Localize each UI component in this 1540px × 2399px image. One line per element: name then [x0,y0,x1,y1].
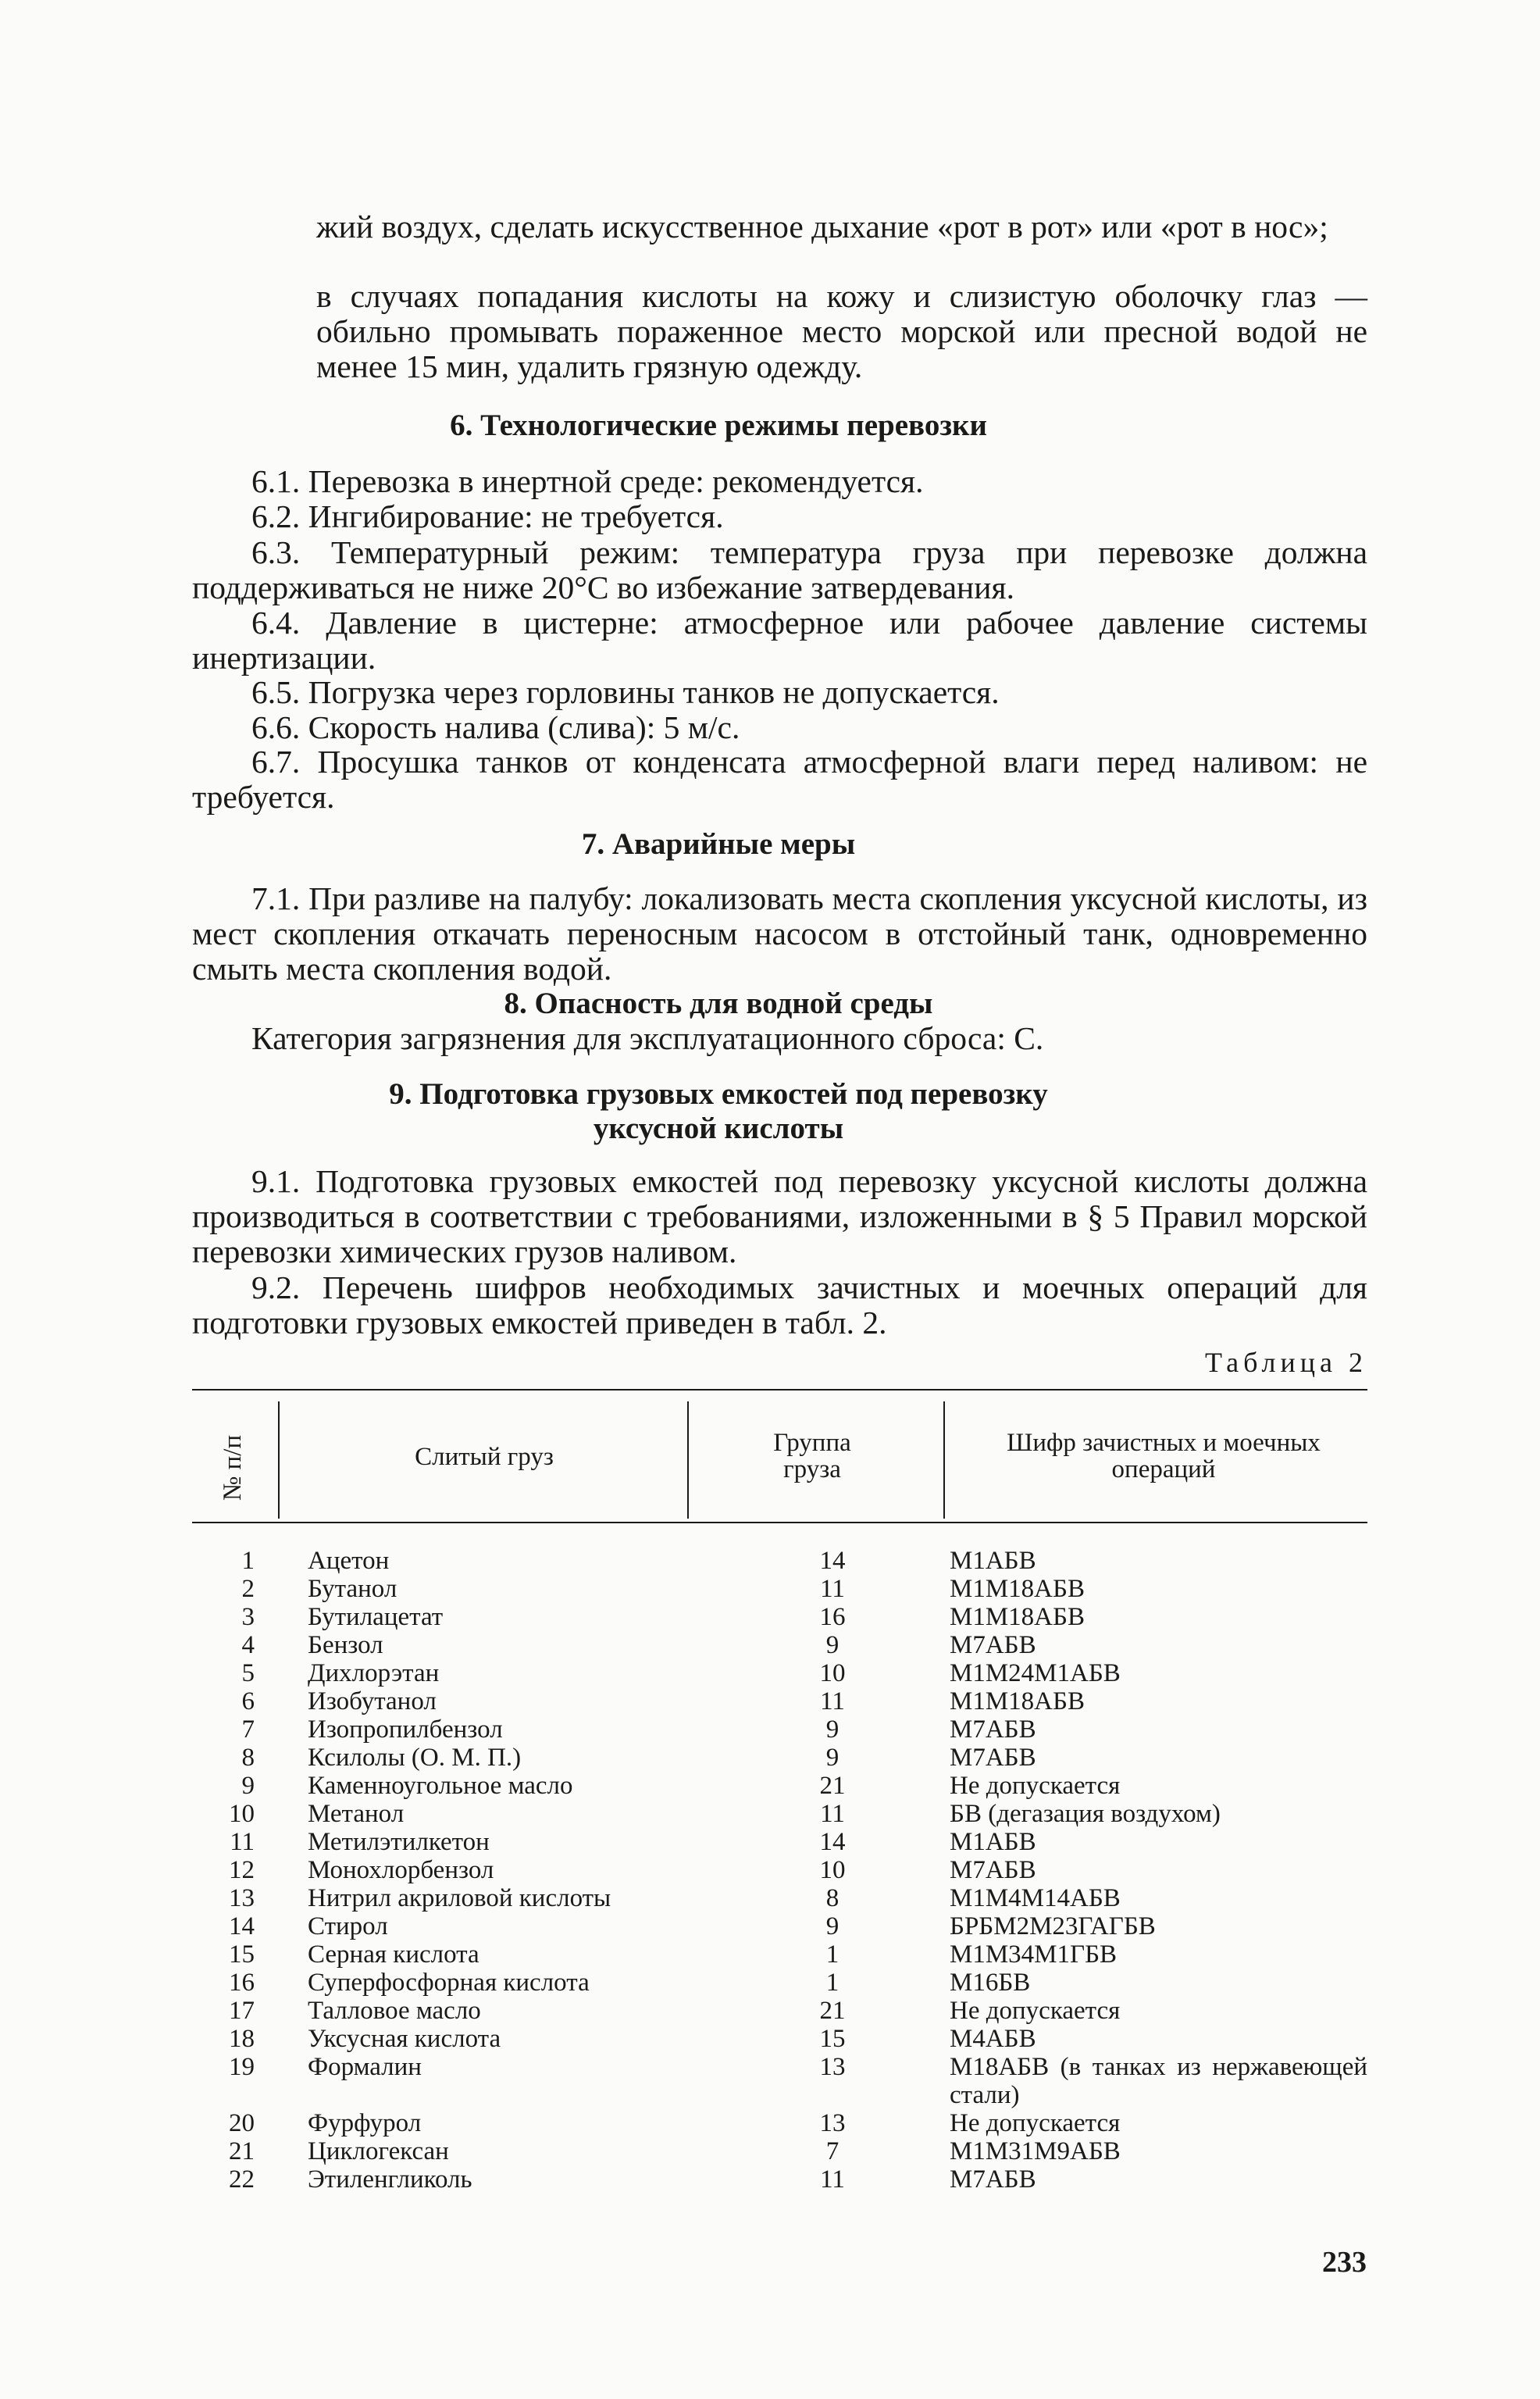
section-9-paragraph-2: 9.2. Перечень шифров необходимых зачистных и моечных операций для подготовки грузовых емкостей приведен в табл. 2. [192,1269,1367,1341]
table-row [192,1828,1367,1856]
row-group: 21 [819,1772,846,1800]
section-8-title: 8. Опасность для водной среды [504,987,933,1020]
table-column-divider [687,1401,689,1519]
row-number: 8 [241,1744,255,1772]
row-number: 16 [229,1969,255,1997]
row-cargo: Этиленгликоль [308,2165,472,2194]
row-group: 11 [820,1687,845,1715]
page-number: 233 [1322,2246,1367,2279]
row-code: М1АБВ [950,1547,1036,1575]
table-row [192,1575,1367,1603]
section-9-paragraph-1: 9.1. Подготовка грузовых емкостей под перевозку уксусной кислоты должна производиться в соответствии с требованиями, изложенными в § 5 Правил морской перевозки химических грузов наливом. [192,1163,1367,1269]
row-group: 14 [819,1828,846,1856]
row-cargo: Серная кислота [308,1940,479,1969]
row-cargo: Уксусная кислота [308,2025,501,2053]
row-cargo: Циклогексан [308,2137,449,2165]
row-number: 13 [229,1884,255,1912]
row-group: 8 [825,1884,840,1912]
row-group: 15 [819,2025,846,2053]
row-number: 21 [229,2137,255,2165]
row-cargo: Нитрил акриловой кислоты [308,1884,611,1912]
row-code: М1М4М14АБВ [950,1884,1121,1912]
row-number: 3 [241,1603,255,1631]
row-code: М7АБВ [950,1631,1036,1659]
section-7-text: 7.1. При разливе на палубу: локализовать места скопления уксусной кислоты, из мест скопления откачать переносным насосом в отстойный танк, одновременно смыть места скопления водой. [192,880,1367,987]
table-row [192,2109,1367,2137]
row-cargo: Изобутанол [308,1687,437,1715]
row-code: БРБМ2М23ГАГБВ [950,1912,1156,1940]
row-group: 11 [820,1575,845,1603]
table-row [192,1912,1367,1940]
section-6-item: 6.4. Давление в цистерне: атмосферное или рабочее давление системы инертизации. [192,605,1367,676]
row-code: Не допускается [950,1997,1121,2025]
table-row [192,1969,1367,1997]
row-group: 10 [819,1659,846,1687]
row-code: М1М24М1АБВ [950,1659,1121,1687]
table-row [192,1715,1367,1744]
section-7-title: 7. Аварийные меры [581,827,856,861]
row-cargo: Ксилолы (О. М. П.) [308,1744,522,1772]
section-9-title-line-2: уксусной кислоты [593,1112,844,1145]
row-group: 1 [825,1969,840,1997]
row-code: Не допускается [950,1772,1121,1800]
table-row [192,2025,1367,2053]
header-number: № п/п [219,1434,247,1501]
table-row [192,1884,1367,1912]
row-number: 19 [229,2053,255,2081]
section-6-item: 6.1. Перевозка в инертной среде: рекомендуется. [251,463,924,499]
table-row [192,2165,1367,2194]
row-number: 5 [241,1659,255,1687]
row-cargo: Бензол [308,1631,383,1659]
row-cargo: Суперфосфорная кислота [308,1969,590,1997]
row-number: 6 [241,1687,255,1715]
row-group: 10 [819,1856,846,1884]
row-code: М16БВ [950,1969,1031,1997]
section-8-text: Категория загрязнения для эксплуатационного сброса: С. [251,1020,1044,1056]
intro-line-1: жий воздух, сделать искусственное дыхание «рот в рот» или «рот в нос»; [316,209,1328,245]
row-number: 2 [241,1575,255,1603]
row-group: 9 [825,1631,840,1659]
table-row [192,1631,1367,1659]
row-number: 18 [229,2025,255,2053]
row-cargo: Монохлорбензол [308,1856,494,1884]
row-number: 15 [229,1940,255,1969]
section-6-item: 6.7. Просушка танков от конденсата атмосферной влаги перед наливом: не требуется. [192,744,1367,815]
table-row [192,1997,1367,2025]
row-code: М1М31М9АБВ [950,2137,1121,2165]
table-row [192,1800,1367,1828]
row-cargo: Формалин [308,2053,422,2081]
table-row [192,1772,1367,1800]
row-code: М4АБВ [950,2025,1036,2053]
section-6-item: 6.5. Погрузка через горловины танков не допускается. [251,674,1000,710]
row-number: 9 [241,1772,255,1800]
row-cargo: Бутилацетат [308,1603,444,1631]
row-group: 7 [825,2137,840,2165]
row-group: 11 [820,1800,845,1828]
row-code: М1АБВ [950,1828,1036,1856]
row-group: 9 [825,1744,840,1772]
table-row [192,2137,1367,2165]
row-code: М1М18АБВ [950,1575,1085,1603]
row-group: 21 [819,1997,846,2025]
table-row [192,1603,1367,1631]
row-cargo: Стирол [308,1912,388,1940]
row-number: 11 [230,1828,255,1856]
row-code: М7АБВ [950,1856,1036,1884]
row-number: 20 [229,2109,255,2137]
row-cargo: Бутанол [308,1575,397,1603]
table-row [192,1856,1367,1884]
row-group: 13 [819,2053,846,2081]
table-body [192,1547,1367,2194]
row-cargo: Талловое масло [308,1997,481,2025]
row-code: М1М18АБВ [950,1603,1085,1631]
table-row [192,1687,1367,1715]
table-row [192,2053,1367,2109]
row-group: 1 [825,1940,840,1969]
row-group: 14 [819,1547,846,1575]
row-number: 10 [229,1800,255,1828]
header-code: Шифр зачистных и моечных операций [1007,1429,1321,1483]
row-code: М1М18АБВ [950,1687,1085,1715]
row-cargo: Дихлорэтан [308,1659,440,1687]
row-number: 17 [229,1997,255,2025]
row-number: 1 [241,1547,255,1575]
row-code: М1М34М1ГБВ [950,1940,1118,1969]
row-code: М18АБВ (в танках из нержавеющей стали) [950,2053,1367,2109]
section-9-title-line-1: 9. Подготовка грузовых емкостей под перевозку [389,1077,1048,1111]
row-cargo: Фурфурол [308,2109,422,2137]
section-6-item: 6.3. Температурный режим: температура груза при перевозке должна поддерживаться не ниже 20°С во избежание затвердевания. [192,534,1367,605]
row-cargo: Каменноугольное масло [308,1772,573,1800]
row-code: Не допускается [950,2109,1121,2137]
row-group: 13 [819,2109,846,2137]
row-group: 16 [819,1603,846,1631]
row-number: 4 [241,1631,255,1659]
header-cargo: Слитый груз [415,1443,554,1471]
row-number: 22 [229,2165,255,2194]
row-cargo: Метанол [308,1800,405,1828]
row-cargo: Метилэтилкетон [308,1828,490,1856]
table-caption: Таблица 2 [1205,1347,1367,1378]
section-6-item: 6.6. Скорость налива (слива): 5 м/с. [251,709,740,745]
row-group: 9 [825,1912,840,1940]
row-number: 14 [229,1912,255,1940]
table-row [192,1744,1367,1772]
row-code: М7АБВ [950,1744,1036,1772]
table-top-rule [192,1389,1367,1390]
row-code: М7АБВ [950,2165,1036,2194]
row-number: 7 [241,1715,255,1744]
intro-line-2: в случаях попадания кислоты на кожу и слизистую оболочку глаз — обильно промывать пораженное место морской или пресной водой не менее 15 мин, удалить грязную одежду. [316,278,1367,384]
table-row [192,1659,1367,1687]
section-6-item: 6.2. Ингибирование: не требуется. [251,498,724,534]
header-group: Группа груза [773,1429,851,1483]
row-group: 9 [825,1715,840,1744]
table-row [192,1547,1367,1575]
row-code: М7АБВ [950,1715,1036,1744]
section-6-title: 6. Технологические режимы перевозки [450,409,987,442]
table-row [192,1940,1367,1969]
row-group: 11 [820,2165,845,2194]
table-column-divider [943,1401,945,1519]
table-column-divider [278,1401,280,1519]
row-number: 12 [229,1856,255,1884]
table-header-rule [192,1522,1367,1523]
row-cargo: Изопропилбензол [308,1715,503,1744]
row-cargo: Ацетон [308,1547,390,1575]
row-code: БВ (дегазация воздухом) [950,1800,1221,1828]
